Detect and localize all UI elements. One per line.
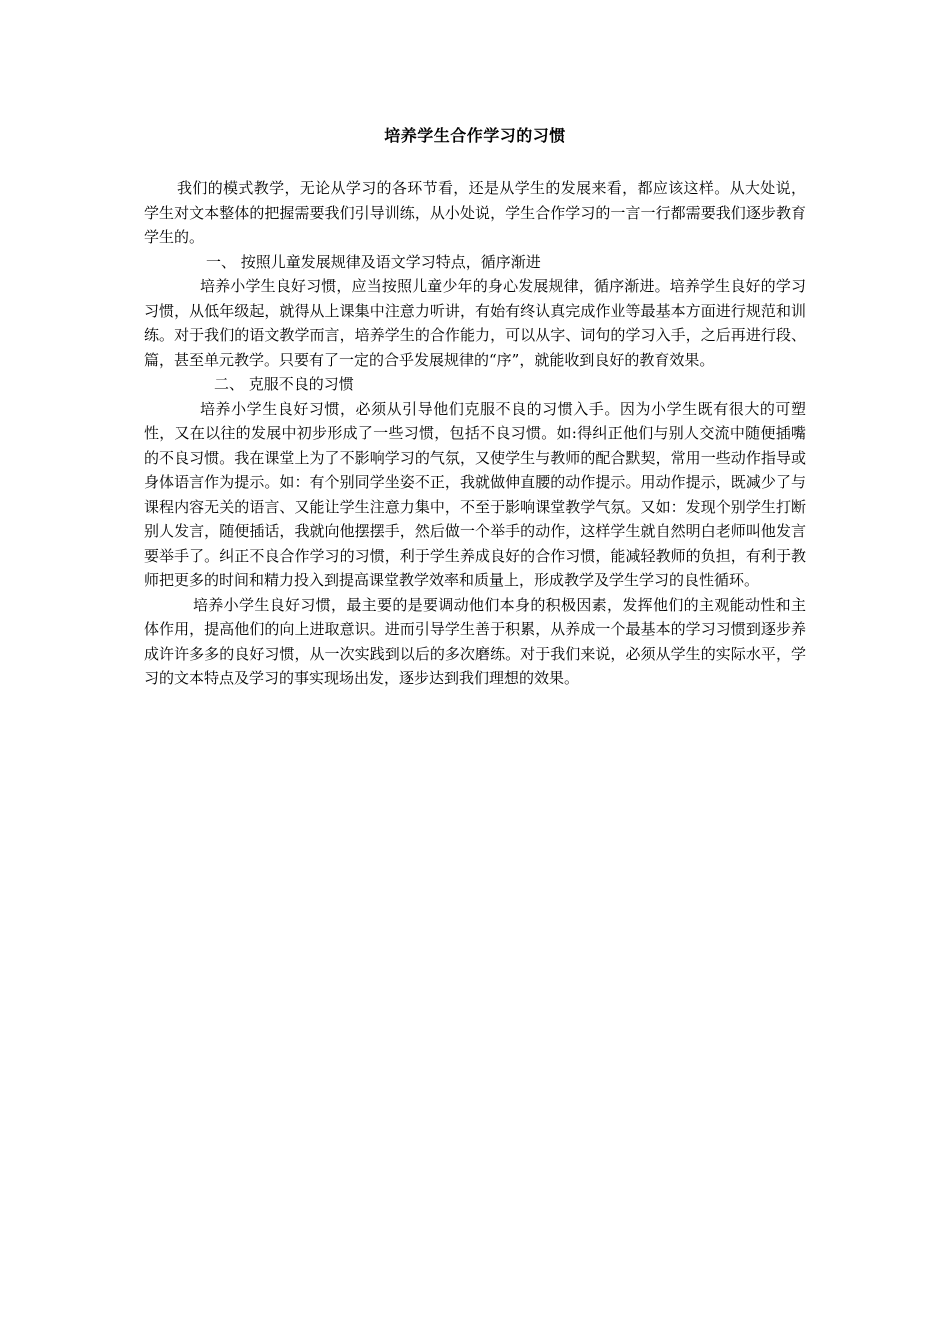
document-title: 培养学生合作学习的习惯: [384, 126, 566, 145]
section-heading-2: 二、 克服不良的习惯: [214, 375, 354, 393]
conclusion-paragraph: 培养小学生良好习惯，最主要的是要调动他们本身的积极因素，发挥他们的主观能动性和主体作用，提高他们的向上进取意识。进而引导学生善于积累，从养成一个最基本的学习习惯到逐步养成许许多多的良好习惯，从一次实践到以后的多次磨练。对于我们来说，必须从学生的实际水平，学习的文本特点及学习的事实现场出发，逐步达到我们理想的效果。: [144, 595, 806, 687]
section-2-paragraph: 培养小学生良好习惯，必须从引导他们克服不良的习惯入手。因为小学生既有很大的可塑性，又在以往的发展中初步形成了一些习惯，包括不良习惯。如:得纠正他们与别人交流中随便插嘴的不良习惯。我在课堂上为了不影响学习的气氛，又使学生与教师的配合默契，常用一些动作指导或身体语言作为提示。如：有个别同学坐姿不正，我就做伸直腰的动作提示。用动作提示，既减少了与课程内容无关的语言、又能让学生注意力集中，不至于影响课堂教学气氛。又如：发现个别学生打断别人发言，随便插话，我就向他摆摆手，然后做一个举手的动作，这样学生就自然明白老师叫他发言要举手了。纠正不良合作学习的习惯，利于学生养成良好的合作习惯，能减轻教师的负担，有利于教师把更多的时间和精力投入到提高课堂教学效率和质量上，形成教学及学生学习的良性循环。: [144, 399, 806, 589]
intro-paragraph: 我们的模式教学，无论从学习的各环节看，还是从学生的发展来看，都应该这样。从大处说，学生对文本整体的把握需要我们引导训练，从小处说，学生合作学习的一言一行都需要我们逐步教育学生的。: [144, 179, 806, 246]
section-1-paragraph: 培养小学生良好习惯，应当按照儿童少年的身心发展规律，循序渐进。培养学生良好的学习习惯，从低年级起，就得从上课集中注意力听讲，有始有终认真完成作业等最基本方面进行规范和训练。对于我们的语文教学而言，培养学生的合作能力，可以从字、词句的学习入手，之后再进行段、篇，甚至单元教学。只要有了一定的合乎发展规律的“序”，就能收到良好的教育效果。: [144, 277, 806, 369]
section-heading-1: 一、 按照儿童发展规律及语文学习特点，循序渐进: [206, 252, 541, 271]
document-page: [144, 124, 806, 691]
